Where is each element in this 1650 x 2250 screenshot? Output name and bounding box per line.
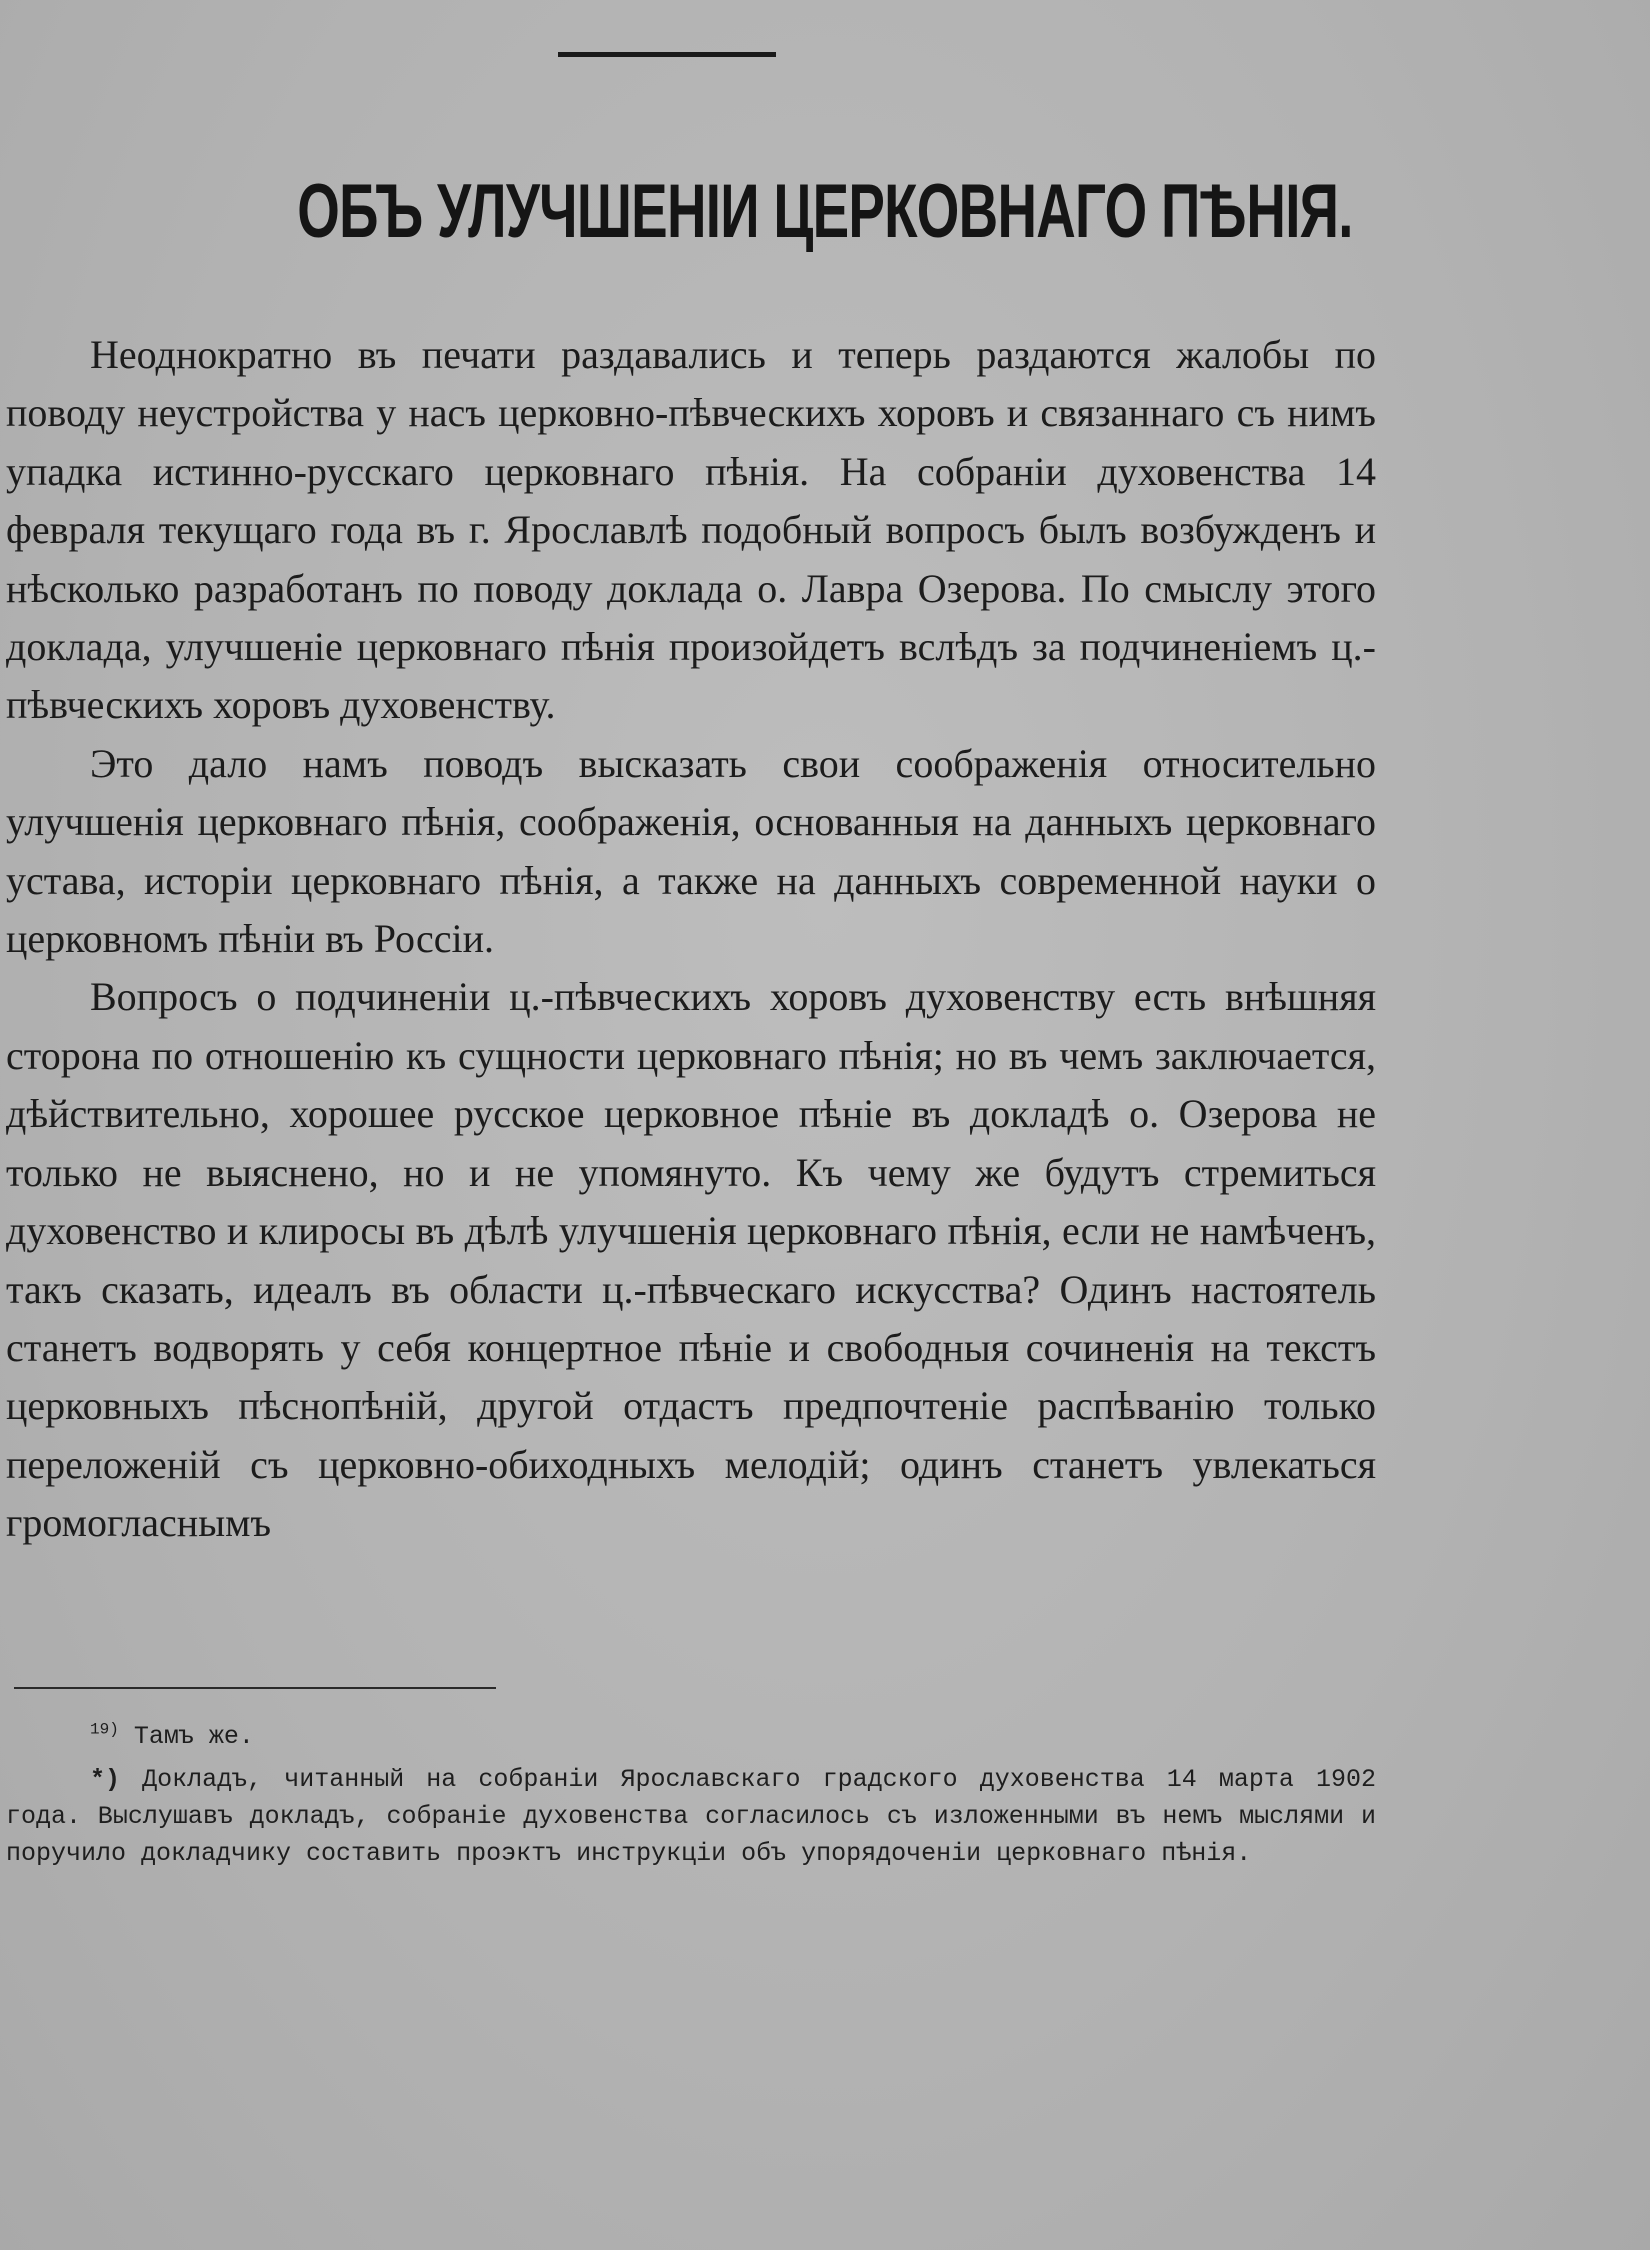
body-paragraph-2: Это дало намъ поводъ высказать свои соображенія относительно улучшенія церковнаго пѣнія, соображенія, основанныя на данныхъ церковнаго устава, исторіи церковнаго пѣнія, а также на данныхъ современной науки о церковномъ пѣніи въ Россіи. — [6, 740, 1376, 962]
body-paragraph-1: Неоднократно въ печати раздавались и теперь раздаются жалобы по поводу неустройства у насъ церковно-пѣвческихъ хоровъ и связаннаго съ нимъ упадка истинно-русскаго церковнаго пѣнія. На собраніи духовенства 14 февраля текущаго года въ г. Ярославлѣ подобный вопросъ былъ возбужденъ и нѣсколько разработанъ по поводу доклада о. Лавра Озерова. По смыслу этого доклада, улучшеніе церковнаго пѣнія произойдетъ вслѣдъ за подчиненіемъ ц.-пѣвческихъ хоровъ духовенству. — [6, 332, 1376, 728]
footnote-19-marker: 19) — [90, 1720, 119, 1739]
article-body — [6, 326, 1376, 1553]
footnotes — [6, 1718, 1376, 1872]
footnote-asterisk-marker: *) — [90, 1765, 121, 1794]
footnote-19-text: Тамъ же. — [118, 1722, 254, 1751]
footnote-19 — [6, 1718, 1376, 1755]
footnote-asterisk — [6, 1761, 1376, 1872]
top-divider-rule — [558, 52, 776, 57]
article-title: ОБЪ УЛУЧШЕНІИ ЦЕРКОВНАГО ПѢНІЯ. — [297, 169, 1353, 254]
footnote-divider-rule — [14, 1687, 496, 1689]
footnote-asterisk-text: Докладъ, читанный на собраніи Ярославскаго градского духовенства 14 марта 1902 года. Выслушавъ докладъ, собраніе духовенства согласилось съ изложенными въ немъ мыслями и поручило докладчику составить проэктъ инструкціи объ упорядоченіи церковнаго пѣнія. — [6, 1765, 1376, 1868]
body-paragraph-3: Вопросъ о подчиненіи ц.-пѣвческихъ хоровъ духовенству есть внѣшняя сторона по отношенію къ сущности церковнаго пѣнія; но въ чемъ заключается, дѣйствительно, хорошее русское церковное пѣніе въ докладѣ о. Озерова не только не выяснено, но и не упомянуто. Къ чему же будутъ стремиться духовенство и клиросы въ дѣлѣ улучшенія церковнаго пѣнія, если не намѣченъ, такъ сказать, идеалъ въ области ц.-пѣвческаго искусства? Одинъ настоятель станетъ водворять у себя концертное пѣніе и свободныя сочиненія на текстъ церковныхъ пѣснопѣній, другой отдастъ предпочтеніе распѣванію только переложеній съ церковно-обиходныхъ мелодій; одинъ станетъ увлекаться громогласнымъ — [6, 974, 1376, 1546]
